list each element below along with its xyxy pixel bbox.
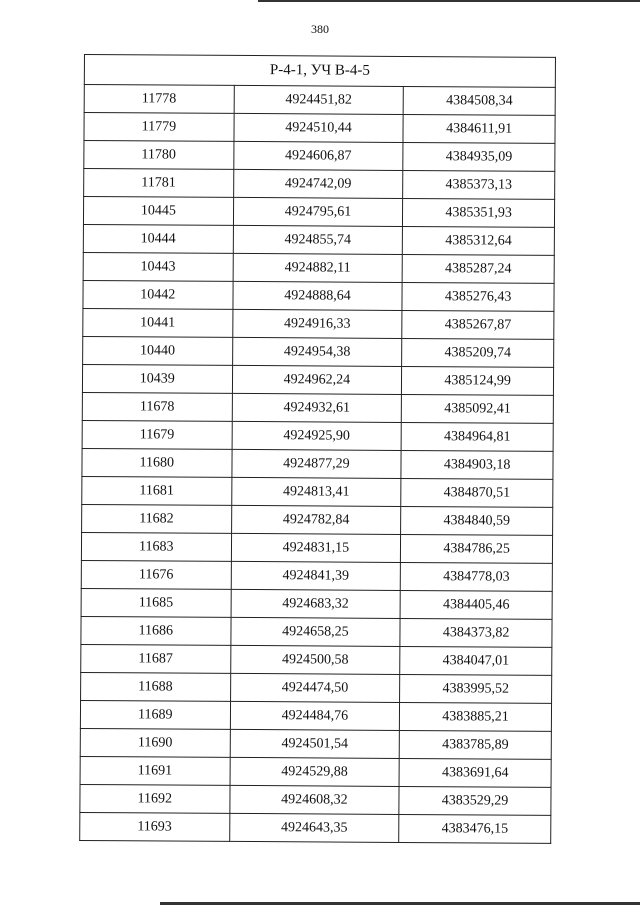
table-row <box>82 364 553 395</box>
x-coordinate-cell: 4924795,61 <box>233 197 403 226</box>
x-coordinate-cell: 4924608,32 <box>229 785 399 814</box>
x-coordinate-cell: 4924529,88 <box>230 757 400 786</box>
point-number-cell: 10441 <box>83 308 233 337</box>
point-number-cell: 11682 <box>82 504 232 533</box>
coordinates-table-body <box>80 55 556 844</box>
y-coordinate-cell: 4384840,59 <box>401 506 553 535</box>
table-row <box>82 420 553 451</box>
y-coordinate-cell: 4384373,82 <box>400 618 552 647</box>
y-coordinate-cell: 4384935,09 <box>403 142 555 171</box>
y-coordinate-cell: 4383885,21 <box>400 702 552 731</box>
y-coordinate-cell: 4385124,99 <box>402 366 554 395</box>
table-row <box>83 224 554 255</box>
y-coordinate-cell: 4385267,87 <box>402 310 554 339</box>
table-row <box>81 672 552 703</box>
x-coordinate-cell: 4924742,09 <box>233 169 403 198</box>
x-coordinate-cell: 4924510,44 <box>234 113 404 142</box>
y-coordinate-cell: 4384964,81 <box>401 422 553 451</box>
table-header-row <box>84 55 555 88</box>
point-number-cell: 11680 <box>82 448 232 477</box>
y-coordinate-cell: 4384778,03 <box>400 562 552 591</box>
table-row <box>81 588 552 619</box>
table-row <box>83 280 554 311</box>
x-coordinate-cell: 4924683,32 <box>231 589 401 618</box>
page-number: 380 <box>311 22 329 36</box>
point-number-cell: 10445 <box>83 197 233 226</box>
x-coordinate-cell: 4924962,24 <box>232 365 402 394</box>
table-row <box>83 197 554 228</box>
x-coordinate-cell: 4924451,82 <box>234 85 404 114</box>
point-number-cell: 10439 <box>82 364 232 393</box>
x-coordinate-cell: 4924888,64 <box>233 281 403 310</box>
y-coordinate-cell: 4383476,15 <box>399 814 551 843</box>
scan-edge-top <box>258 0 640 2</box>
point-number-cell: 11678 <box>82 392 232 421</box>
table-row <box>82 392 553 423</box>
table-row <box>81 644 552 675</box>
y-coordinate-cell: 4384405,46 <box>400 590 552 619</box>
x-coordinate-cell: 4924877,29 <box>232 449 402 478</box>
x-coordinate-cell: 4924606,87 <box>233 141 403 170</box>
y-coordinate-cell: 4384611,91 <box>403 114 555 143</box>
point-number-cell: 11681 <box>82 476 232 505</box>
point-number-cell: 11683 <box>81 532 231 561</box>
coordinates-table <box>79 54 556 844</box>
point-number-cell: 11686 <box>81 616 231 645</box>
point-number-cell: 10444 <box>83 224 233 253</box>
y-coordinate-cell: 4385287,24 <box>402 254 554 283</box>
table-row <box>84 85 555 116</box>
y-coordinate-cell: 4385312,64 <box>403 226 555 255</box>
table-row <box>80 812 551 843</box>
table-row <box>81 532 552 563</box>
table-row <box>82 476 553 507</box>
point-number-cell: 10440 <box>83 336 233 365</box>
x-coordinate-cell: 4924841,39 <box>231 561 401 590</box>
table-row <box>83 308 554 339</box>
point-number-cell: 11780 <box>84 141 234 170</box>
y-coordinate-cell: 4384870,51 <box>401 478 553 507</box>
x-coordinate-cell: 4924855,74 <box>233 225 403 254</box>
y-coordinate-cell: 4383691,64 <box>399 758 551 787</box>
y-coordinate-cell: 4385373,13 <box>403 170 555 199</box>
table-row <box>81 616 552 647</box>
x-coordinate-cell: 4924474,50 <box>230 673 400 702</box>
y-coordinate-cell: 4385276,43 <box>402 282 554 311</box>
y-coordinate-cell: 4384903,18 <box>401 450 553 479</box>
y-coordinate-cell: 4383995,52 <box>400 674 552 703</box>
y-coordinate-cell: 4385092,41 <box>402 394 554 423</box>
x-coordinate-cell: 4924782,84 <box>231 505 401 534</box>
point-number-cell: 11778 <box>84 85 234 114</box>
table-row <box>82 448 553 479</box>
point-number-cell: 11676 <box>81 560 231 589</box>
table-title: Р-4-1, УЧ В-4-5 <box>84 55 555 88</box>
point-number-cell: 11779 <box>84 113 234 142</box>
x-coordinate-cell: 4924916,33 <box>232 309 402 338</box>
point-number-cell: 11690 <box>80 728 230 757</box>
point-number-cell: 10442 <box>83 280 233 309</box>
point-number-cell: 10443 <box>83 252 233 281</box>
x-coordinate-cell: 4924658,25 <box>230 617 400 646</box>
table-row <box>84 113 555 144</box>
y-coordinate-cell: 4384047,01 <box>400 646 552 675</box>
table-row <box>81 560 552 591</box>
table-row <box>83 336 554 367</box>
x-coordinate-cell: 4924954,38 <box>232 337 402 366</box>
x-coordinate-cell: 4924831,15 <box>231 533 401 562</box>
table-row <box>84 169 555 200</box>
y-coordinate-cell: 4384508,34 <box>403 86 555 115</box>
point-number-cell: 11687 <box>81 644 231 673</box>
point-number-cell: 11679 <box>82 420 232 449</box>
y-coordinate-cell: 4383529,29 <box>399 786 551 815</box>
table-row <box>84 141 555 172</box>
point-number-cell: 11692 <box>80 784 230 813</box>
y-coordinate-cell: 4384786,25 <box>401 534 553 563</box>
table-row <box>80 756 551 787</box>
y-coordinate-cell: 4385209,74 <box>402 338 554 367</box>
point-number-cell: 11685 <box>81 588 231 617</box>
table-row <box>80 700 551 731</box>
point-number-cell: 11781 <box>84 169 234 198</box>
point-number-cell: 11688 <box>81 672 231 701</box>
table-row <box>80 728 551 759</box>
x-coordinate-cell: 4924501,54 <box>230 729 400 758</box>
x-coordinate-cell: 4924484,76 <box>230 701 400 730</box>
y-coordinate-cell: 4383785,89 <box>399 730 551 759</box>
x-coordinate-cell: 4924643,35 <box>229 813 399 842</box>
table-row <box>80 784 551 815</box>
point-number-cell: 11691 <box>80 756 230 785</box>
x-coordinate-cell: 4924813,41 <box>231 477 401 506</box>
table-row <box>83 252 554 283</box>
x-coordinate-cell: 4924500,58 <box>230 645 400 674</box>
x-coordinate-cell: 4924932,61 <box>232 393 402 422</box>
x-coordinate-cell: 4924882,11 <box>233 253 403 282</box>
point-number-cell: 11689 <box>80 700 230 729</box>
table-row <box>82 504 553 535</box>
x-coordinate-cell: 4924925,90 <box>232 421 402 450</box>
point-number-cell: 11693 <box>80 812 230 841</box>
y-coordinate-cell: 4385351,93 <box>403 198 555 227</box>
